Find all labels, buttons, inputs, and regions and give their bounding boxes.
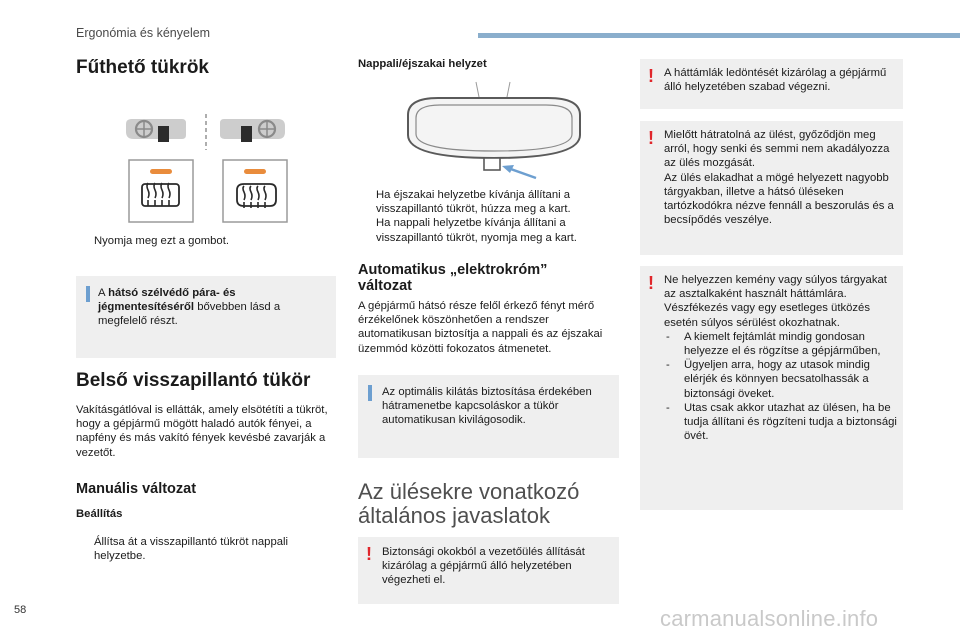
night-position-instruction: Ha éjszakai helyzetbe kívánja állítani a visszapillantó tükröt, húzza meg a kart. <box>376 189 571 216</box>
day-night-instructions <box>358 188 610 245</box>
auto-electrochrome-description: A gépjármű hátsó része felől érkező fényt mérő érzékelőnek köszönhetően a rendszer automatikusan biztosítja a nappali és az éjszakai üzemmód közötti fokozatos átmenetet. <box>358 300 603 355</box>
auto-electrochrome-title: Automatikus „elektrokróm” változat <box>358 262 548 294</box>
left-mirror-icon <box>126 119 186 142</box>
manual-version-title: Manuális változat <box>76 481 197 497</box>
heated-mirrors-instruction: Nyomja meg ezt a gombot. <box>94 235 229 247</box>
warning-box-backrest: ! A háttámlák ledöntését kizárólag a gépjármű álló helyzetében szabad végezni. <box>640 59 903 109</box>
list-item: - Utas csak akkor utazhat az ülésen, ha be tudja állítani és rögzíteni tudja a biztonsági övét. <box>666 401 897 443</box>
rear-view-mirror-illustration <box>398 80 598 190</box>
warning-icon: ! <box>648 66 654 86</box>
seats-general-advice-title: Az ülésekre vonatkozó általános javaslatok <box>358 479 580 528</box>
warning-icon: ! <box>366 544 372 564</box>
warning-icon: ! <box>648 128 654 148</box>
warning-box-seat-movement: ! Mielőtt hátratolná az ülést, győződjön meg arról, hogy senki és semmi nem akadályozza az ülés mozgását. Az ülés elakadhat a mögé helyezett nagyobb tárgyakban, illetve a hátsó üléseken tartózkodókra nézve fennáll a beszorulás és a becsípődés veszélye. <box>640 121 903 255</box>
header-section-title: Ergonómia és kényelem <box>76 26 211 40</box>
right-mirror-icon <box>220 119 285 142</box>
setting-instruction: Állítsa át a visszapillantó tükröt nappali helyzetbe. <box>94 536 289 563</box>
rear-defrost-button-icon <box>129 160 193 222</box>
day-position-instruction: Ha nappali helyzetbe kívánja állítani a visszapillantó tükröt, nyomja meg a kart. <box>376 217 577 244</box>
warning-box-heavy-objects: ! Ne helyezzen kemény vagy súlyos tárgyakat az asztalkaként használt háttámlára. Vészfékezés vagy egy esetleges ütközés esetén súlyos sérülést okozhatnak. - A kiemelt fejtámlát mindig gondosan helyezze el és rögzítse a gépjárműben, - Ügyeljen arra, hogy az utasok mindig elérjék és könnyen becsatolhassák a biztonsági öveket. - Utas csak akkor utazhat az ülésen, ha be tudja állítani és rögzíteni tudja a biztonsági övét. <box>640 266 903 510</box>
warning-icon: ! <box>648 273 654 293</box>
info-icon <box>368 385 372 401</box>
setting-label: Beállítás <box>76 508 123 520</box>
info-icon <box>86 286 90 302</box>
info-box-reverse-gear: Az optimális kilátás biztosítása érdekében hátramenetbe kapcsoláskor a tükör automatikusan kivilágosodik. <box>358 375 619 458</box>
watermark: carmanualsonline.info <box>660 606 879 631</box>
list-item: - A kiemelt fejtámlát mindig gondosan helyezze el és rögzítse a gépjárműben, <box>666 330 881 358</box>
rear-defrost-reference: hátsó szélvédő pára- és jégmentesítéséről <box>98 287 236 314</box>
heated-mirrors-title: Fűthető tükrök <box>76 57 209 78</box>
page-number: 58 <box>14 604 27 616</box>
info-box-rear-defrost: A hátsó szélvédő pára- és jégmentesítéséről bővebben lásd a megfelelő részt. <box>76 276 336 358</box>
day-night-title: Nappali/éjszakai helyzet <box>358 58 487 70</box>
mirror-defrost-button-icon <box>223 160 287 222</box>
rear-mirror-description: Vakításgátlóval is ellátták, amely elsötétíti a tükröt, hogy a gépjármű mögött haladó autók fényei, a napfény és más vakító fények kevésbé zavarják a vezetőt. <box>76 404 328 459</box>
list-item: - Ügyeljen arra, hogy az utasok mindig elérjék és könnyen becsatolhassák a biztonsági öveket. <box>666 359 870 400</box>
safety-list <box>664 330 899 444</box>
warning-box-driver-seat: ! Biztonsági okokból a vezetőülés állítását kizárólag a gépjármű álló helyzetében végezheti el. <box>358 537 619 604</box>
heated-mirror-buttons-illustration <box>120 108 295 224</box>
header-accent-bar <box>478 33 960 38</box>
rear-mirror-title: Belső visszapillantó tükör <box>76 370 311 391</box>
